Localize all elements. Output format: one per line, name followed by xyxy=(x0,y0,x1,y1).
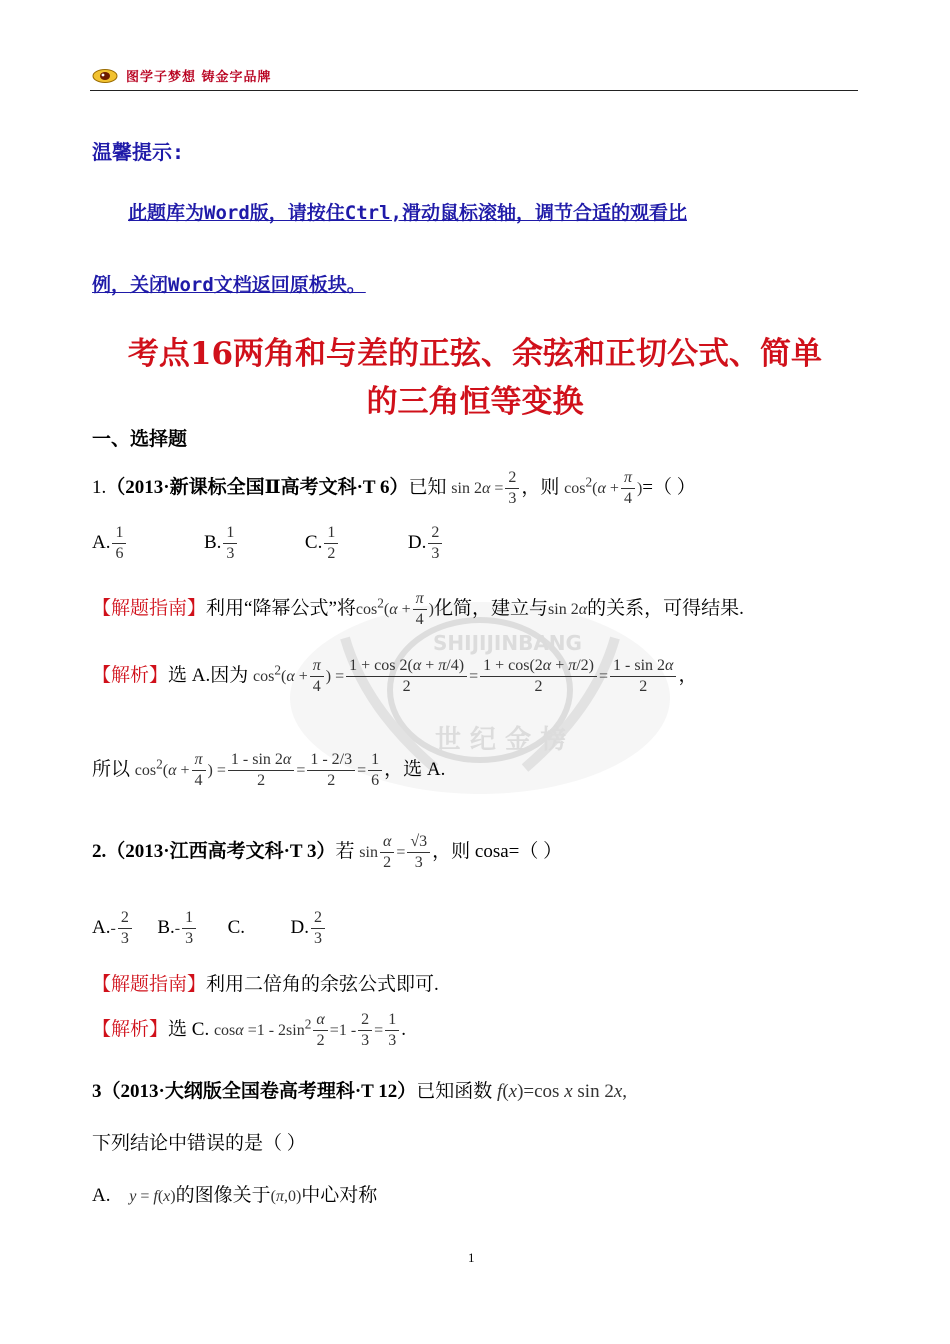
q2-option-a[interactable]: A.- $\frac{2}{3}$ xyxy=(92,917,134,938)
watermark-text-bottom: 世 纪 金 榜 xyxy=(435,725,567,755)
q1-option-a[interactable]: A. $\frac{1}{6}$ xyxy=(92,532,128,553)
page-number: 1 xyxy=(468,1250,475,1265)
q1-option-b[interactable]: B. $\frac{1}{3}$ xyxy=(204,532,239,553)
tip-line-1[interactable]: 此题库为Word版，请按住Ctrl,滑动鼠标滚轴，调节合适的观看比 xyxy=(128,202,687,224)
q1-option-c[interactable]: C. $\frac{1}{2}$ xyxy=(305,532,340,553)
tip-title: 温馨提示: xyxy=(92,140,185,164)
q3-prompt: 下列结论中错误的是（ ） xyxy=(92,1133,306,1154)
q2-answer: 【解析】选 C. $\cos\alpha =1 - 2\sin^2$ $\frac{\alpha}{2}$ =1 - $\frac{2}{3}$ = $\frac{1}{3}$ . xyxy=(92,1011,406,1049)
q2-option-d[interactable]: D. $\frac{2}{3}$ xyxy=(291,917,327,938)
page-title-line-1: 考点16两角和与差的正弦、余弦和正切公式、简单 xyxy=(127,336,823,372)
q2-options xyxy=(92,908,327,949)
logo-icon xyxy=(92,67,118,83)
q1-option-d[interactable]: D. $\frac{2}{3}$ xyxy=(408,532,444,553)
q1-conclusion: 所以 $\cos^2(\alpha$ + $\frac{\pi}{4}$ ) = $\frac{1 - \sin 2\alpha}{2}$ = $\frac{1 - 2/3}{2}$ = $\frac{1}{6}$ ，选 A. xyxy=(92,751,446,789)
q2-option-b[interactable]: B.- $\frac{1}{3}$ xyxy=(157,917,198,938)
q2-guide: 【解题指南】利用二倍角的余弦公式即可. xyxy=(92,974,439,995)
section-heading: 一、选择题 xyxy=(92,428,188,450)
page-header xyxy=(90,64,858,91)
q2-stem: 2.（2013·江西高考文科·T 3）若 sin $\frac{\alpha}{2}$ = $\frac{√3}{3}$ ，则 cosa=（ ） xyxy=(92,833,563,871)
q1-stem: 1.（2013·新课标全国Ⅱ高考文科·T 6）已知 sin 2α = $\frac{2}{3}$ ，则 $\cos^2(\alpha$ + $\frac{\pi}{4}$ )=（ ） xyxy=(92,469,696,507)
q1-answer: 【解析】选 A.因为 $\cos^2(\alpha$ + $\frac{\pi}{4}$ ) = $\frac{1 + \cos 2(\alpha + \pi/4)}{2}$ = $\frac{1 + \cos(2\alpha + \pi/2)}{2}$ = $\frac{1 - \sin 2\alpha}{2}$ ， xyxy=(92,657,698,695)
q1-options xyxy=(92,523,444,564)
page-title-line-2: 的三角恒等变换 xyxy=(366,384,584,420)
tip-line-2[interactable]: 例，关闭Word文档返回原板块。 xyxy=(92,274,366,296)
watermark-text-top: SHIJIJINBANG xyxy=(433,631,582,655)
q3-option-a[interactable]: A. y = f(x)的图像关于(π,0)中心对称 xyxy=(92,1185,378,1206)
q1-guide: 【解题指南】利用“降幂公式”将$\cos^2(\alpha$ + $\frac{\pi}{4}$ )化简，建立与sin 2α的关系，可得结果. xyxy=(92,590,744,628)
q2-option-c[interactable]: C. xyxy=(227,916,246,938)
q3-stem: 3（2013·大纲版全国卷高考理科·T 12）已知函数 f(x)=cos x sin 2x, xyxy=(92,1081,628,1102)
header-slogan: 图学子梦想 铸金字品牌 xyxy=(126,70,272,85)
